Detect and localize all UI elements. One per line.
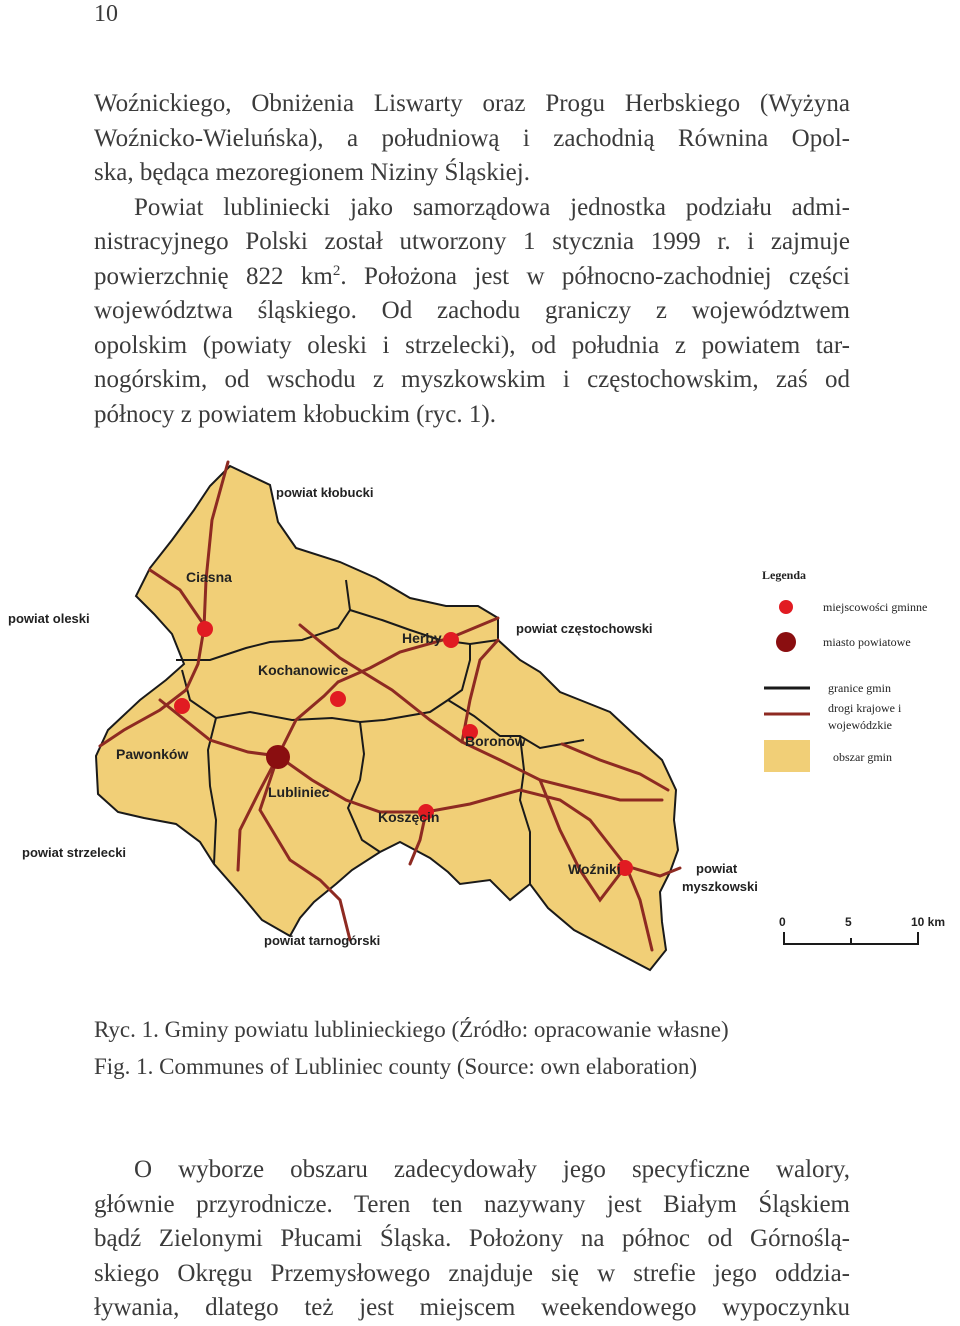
scale-tick-label: 0 [779, 915, 786, 929]
paragraph-main [94, 1153, 850, 1326]
text-line: ska, będąca mezoregionem Niziny Śląskiej. [94, 159, 530, 186]
legend-area-icon [764, 740, 810, 772]
text-line: skiego Okręgu Przemysłowego znajduje się w strefie jego oddzia- [94, 1259, 850, 1287]
label-lubliniec: Lubliniec [268, 784, 330, 800]
text-line: Woźnicko-Wieluńska), a południową i zachodnią Równina Opol- [94, 124, 850, 152]
superscript: 2 [332, 262, 341, 279]
label-boronow: Boronów [465, 733, 526, 749]
town-marker [197, 621, 213, 637]
label-woznik: Woźniki [568, 861, 621, 877]
label-powiat-czestochowski: powiat częstochowski [516, 621, 653, 636]
label-herby: Herby [402, 630, 442, 646]
scale-tick-label: 10 km [911, 915, 946, 929]
label-powiat-oleski: powiat oleski [8, 611, 90, 626]
paragraph-intro [94, 87, 850, 432]
text-line: ływania, dlatego też jest miejscem weekendowego wypoczynku [94, 1294, 850, 1321]
text-line: nogórskim, od wschodu z myszkowskim i częstochowskim, zaś od [94, 366, 850, 393]
town-marker [330, 691, 346, 707]
text-line: głównie przyrodnicze. Teren ten nazywany jest Białym Śląskiem [94, 1190, 850, 1218]
text-line: województwa śląskiego. Od zachodu graniczy z województwem [94, 297, 850, 324]
figure-caption-en: Fig. 1. Communes of Lubliniec county (Source: own elaboration) [94, 1054, 697, 1079]
legend-town-icon [779, 600, 793, 614]
legend-item: miasto powiatowe [823, 635, 911, 649]
text-line: nistracyjnego Polski został utworzony 1 stycznia 1999 r. i zajmuje [94, 228, 850, 255]
legend-item: obszar gmin [833, 750, 892, 764]
legend-item: granice gmin [828, 681, 891, 695]
label-powiat-myszkowski: myszkowski [682, 879, 758, 894]
map-legend [762, 568, 927, 772]
scale-bar [779, 915, 945, 944]
label-powiat-strzelecki: powiat strzelecki [22, 845, 127, 860]
label-koszecin: Koszęcin [378, 809, 440, 825]
legend-item: wojewódzkie [828, 718, 892, 732]
page-number: 10 [94, 1, 118, 27]
county-map [0, 452, 960, 1012]
legend-item: drogi krajowe i [828, 701, 902, 715]
label-powiat-tarnogorski: powiat tarnogórski [264, 933, 381, 948]
text-line: opolskim (powiaty oleski i strzelecki), od południa z powiatem tar- [94, 331, 850, 359]
text-line: bądź Zielonymi Płucami Śląska. Położony na północ od Górnoślą- [94, 1225, 850, 1252]
legend-city-icon [776, 632, 796, 652]
text-line: Powiat lubliniecki jako samorządowa jednostka podziału admi- [134, 193, 850, 221]
label-powiat-klobucki: powiat kłobucki [276, 485, 374, 500]
legend-title: Legenda [762, 568, 807, 582]
legend-item: miejscowości gminne [823, 600, 928, 614]
town-marker [174, 698, 190, 714]
text-line: powierzchnię 822 $km^2$. Położona jest w północno-zachodniej części [94, 262, 850, 290]
city-marker [266, 745, 290, 769]
town-marker [443, 632, 459, 648]
figure-caption-pl: Ryc. 1. Gminy powiatu lublinieckiego (Źródło: opracowanie własne) [94, 1017, 729, 1042]
text-line: północy z powiatem kłobuckim (ryc. 1). [94, 400, 496, 428]
label-powiat-myszkowski: powiat [696, 861, 738, 876]
label-pawonkow: Pawonków [116, 746, 189, 762]
text-line: Woźnickiego, Obniżenia Liswarty oraz Progu Herbskiego (Wyżyna [94, 90, 850, 117]
text-line: O wyborze obszaru zadecydowały jego specyficzne walory, [134, 1156, 850, 1183]
scale-tick-label: 5 [845, 915, 852, 929]
label-kochanowice: Kochanowice [258, 662, 349, 678]
label-ciasna: Ciasna [186, 569, 232, 585]
